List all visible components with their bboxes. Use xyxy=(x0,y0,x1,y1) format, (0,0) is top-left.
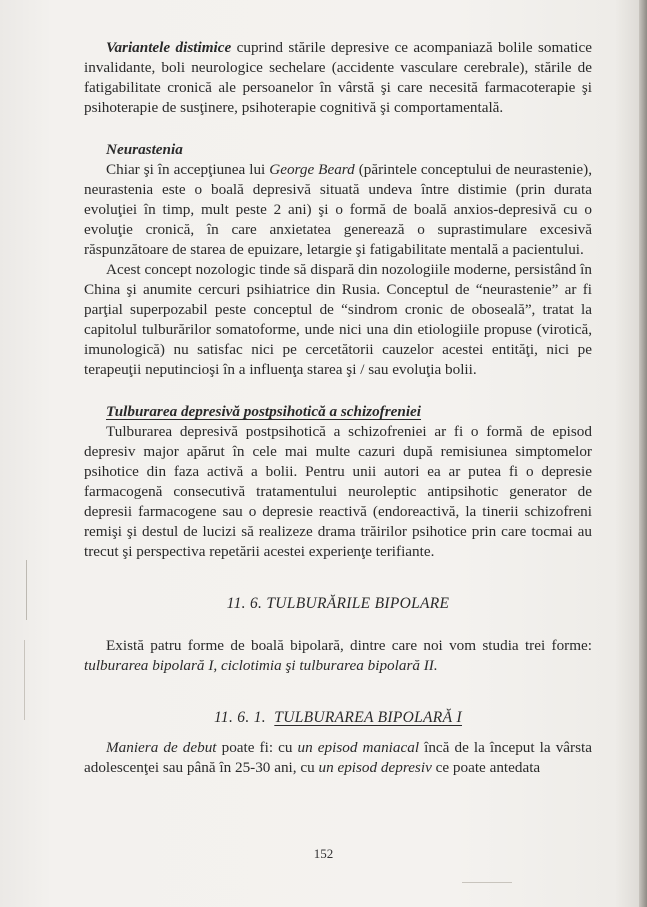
forme-list: tulburarea bipolară I, ciclotimia şi tulburarea bipolară II. xyxy=(84,657,438,674)
section-number: 11. 6. 1. xyxy=(214,709,266,726)
section-title: TULBURAREA BIPOLARĂ I xyxy=(274,709,462,726)
paragraph-concept-nozologic: Acest concept nozologic tinde să dispară din nozologiile moderne, persistând în China şi anumite cercuri psihiatrice din Rusia. Conceptul de “neurastenie” ar fi parţial superpozabil peste conceptul de “sindrom cronic de oboseală”, tratat la capitolul tulburărilor somatoforme, unde nici una din etiologiile propuse (virotică, imunologică) nu satisfac nici pe cercetătorii cauzelor acestei entităţi, nici pe terapeuţii neputincioşi în a influenţa starea şi / sau evoluţia bolii. xyxy=(84,261,592,378)
paragraph-variante-distimice: Variantele distimice cuprind stările depresive ce acompaniază bolile somatice invalidante, boli neurologice sechelare (accidente vasculare cerebrale), stările de fatigabilitate cronică ale persoanelor în vârstă şi care necesită farmacoterapie şi psihoterapie de susţinere, psihoterapie cognitivă şi comportamentală. xyxy=(84,39,592,116)
paragraph-neurastenia: Chiar şi în accepţiunea lui George Beard (părintele conceptului de neurastenie), neurastenia este o boală depresivă situată undeva între distimie (prin durata evoluţiei în timp, mult peste 2 ani) şi o formă de boală anxios-depresivă cu o evoluţie cronică, în care anxietatea generează o suprastimulare excesivă răspunzătoare de starea de epuizare, letargie şi fatigabilitate mentală a pacientului. xyxy=(84,161,592,258)
term-variante-distimice: Variantele distimice xyxy=(106,39,232,56)
smudge-mark xyxy=(462,882,512,883)
section-heading-bipolara-1 xyxy=(84,708,592,728)
paragraph-depresie-postpsihotica: Tulburarea depresivă postpsihotică a schizofreniei ar fi o formă de episod depresiv major apărut în cele mai multe cazuri după remisiunea simptomelor psihotice din faza activă a bolii. Pentru unii autori ea ar putea fi o depresie farmacogenă consecutivă tratamentului neuroleptic antipsihotic generator de depresii farmacogene sau o depresie reactivă (endoreactivă, la tinerii schizofreni remişi şi destul de lucizi să realizeze drama trăirilor psihotice prin care tocmai au trecut şi perspectiva repetării acestei experienţe terifiante. xyxy=(84,423,592,560)
page-body xyxy=(84,38,592,778)
paragraph-maniera-debut: Maniera de debut poate fi: cu un episod maniacal încă de la început la vârsta adolescenţei sau până în 25-30 ani, cu un episod depresiv ce poate antedata xyxy=(84,739,592,776)
paragraph-forme-bipolare: Există patru forme de boală bipolară, dintre care noi vom studia trei forme: tulburarea bipolară I, ciclotimia şi tulburarea bipolară II. xyxy=(84,637,592,674)
section-heading-tulburari-bipolare: 11. 6. TULBURĂRILE BIPOLARE xyxy=(226,595,450,612)
margin-mark xyxy=(26,560,27,620)
heading-neurastenia: Neurastenia xyxy=(106,141,183,158)
heading-depresie-postpsihotica: Tulburarea depresivă postpsihotică a schizofreniei xyxy=(106,403,422,420)
margin-mark xyxy=(24,640,25,720)
page-number: 152 xyxy=(313,846,334,861)
book-spine-shadow xyxy=(639,0,647,907)
author-name: George Beard xyxy=(269,161,355,178)
